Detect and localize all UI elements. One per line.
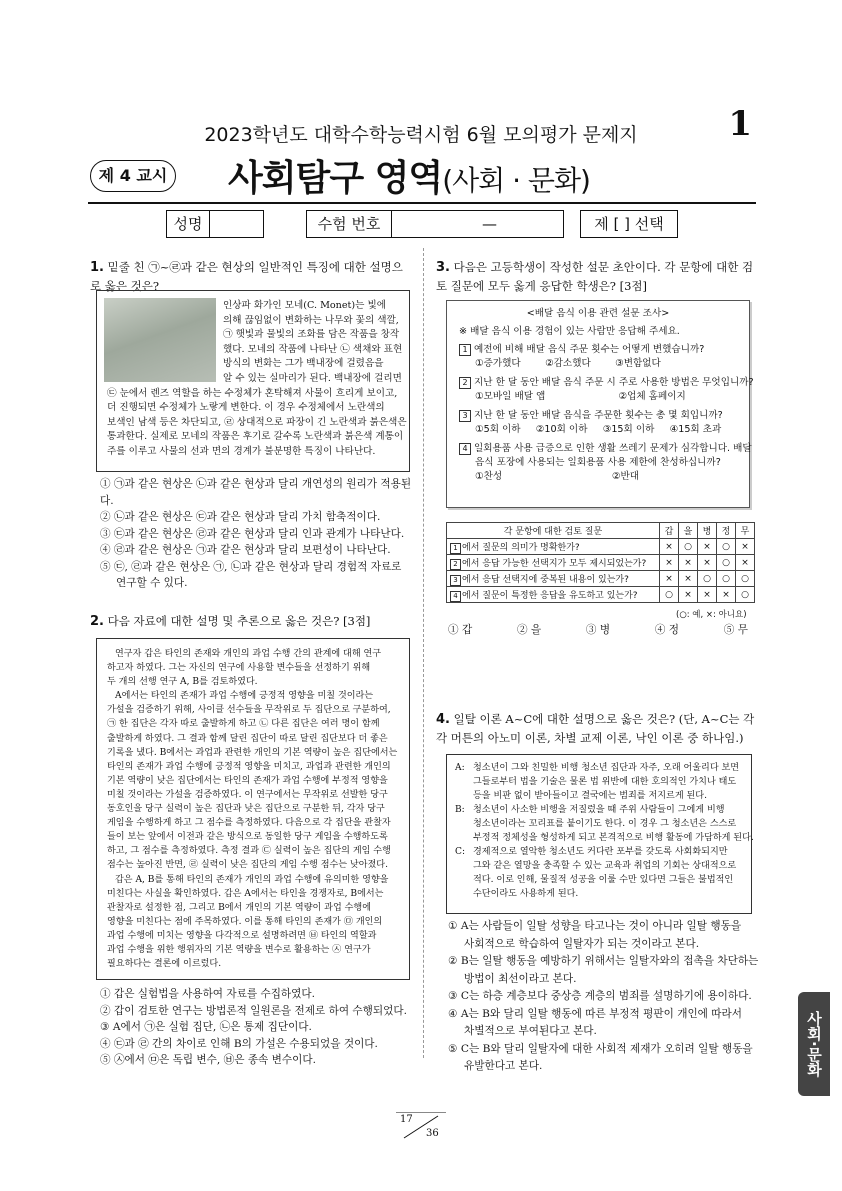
page-number: 1 xyxy=(728,104,752,144)
theory-text: 청소년이 그와 친밀한 비행 청소년 집단과 자주, 오래 어울리다 보면 xyxy=(473,763,740,773)
q4-passage-line xyxy=(455,789,743,803)
table-mark-cell: ○ xyxy=(679,539,698,555)
q4-passage-line xyxy=(455,887,743,901)
q2-text: 다음 자료에 대한 설명 및 추론으로 옳은 것은? [3점] xyxy=(107,614,371,628)
q4-passage-line xyxy=(455,803,743,817)
table-mark-cell: × xyxy=(736,539,755,555)
table-mark-cell: × xyxy=(736,555,755,571)
q1-passage-line: 방식의 변화는 그가 백내장에 걸렸음을 xyxy=(223,358,384,370)
table-row-label xyxy=(447,571,660,587)
q3-number: 3. xyxy=(436,260,450,275)
survey-items xyxy=(459,343,754,484)
q1-passage-line: ㉠ 햇빛과 물빛의 조화를 담은 작품을 창작 xyxy=(223,329,400,341)
q2-number: 2. xyxy=(90,614,104,629)
q2-choice[interactable]: ① 갑은 실험법을 사용하여 자료를 수집하였다. xyxy=(100,988,316,1000)
table-mark-cell: ○ xyxy=(717,571,736,587)
table-item-number: 1 xyxy=(450,543,461,554)
q2-passage-line: 출발하게 하였다. 그 결과 함께 달린 집단이 따로 달린 집단보다 더 좋은 xyxy=(107,733,388,744)
theory-key: C: xyxy=(455,847,466,857)
table-row xyxy=(447,587,755,603)
table-mark-cell: ○ xyxy=(717,539,736,555)
q4-passage-line xyxy=(455,831,754,845)
theory-text: 청소년이 사소한 비행을 저질렀을 때 주위 사람들이 그에게 비행 xyxy=(473,805,725,815)
table-mark-cell: × xyxy=(698,587,717,603)
table-row-label xyxy=(447,539,660,555)
q1-choices xyxy=(100,476,418,592)
q2-passage-line: 연구자 갑은 타인의 존재와 개인의 과업 수행 간의 관계에 대해 연구 xyxy=(115,649,382,659)
q2-passage-line: 관찰자로 설정한 점, 그리고 B에서 개인의 기본 역량이 과업 수행에 xyxy=(107,902,371,913)
table-legend: (○: 예, ×: 아니요) xyxy=(676,610,747,620)
survey-question xyxy=(459,376,754,390)
q3-choice[interactable]: ① 갑 xyxy=(448,624,473,636)
survey-item xyxy=(459,442,752,484)
table-mark-cell: ○ xyxy=(698,571,717,587)
table-mark-cell: ○ xyxy=(660,587,679,603)
subject-detail: (사회 · 문화) xyxy=(442,164,590,197)
q1-text: 밑줄 친 ㉠~㉣과 같은 현상의 일반적인 특징에 대한 설명으로 옳은 것은? xyxy=(90,260,403,293)
survey-options: ①모바일 배달 앱 ②업체 홈페이지 xyxy=(475,391,686,402)
theory-key: B: xyxy=(455,805,465,815)
q2-passage-line: 미칠 것이라는 가설을 검증하였다. 이 연구에서는 무작위로 선발한 당구 xyxy=(107,789,388,800)
q1-choice[interactable]: ④ ㉣과 같은 현상은 ㉠과 같은 현상과 달리 보편성이 나타난다. xyxy=(100,544,391,556)
q1-passage-line: 했다. 모네의 작품에 나타난 ㉡ 색채와 표현 xyxy=(223,343,403,355)
q4-passage-text xyxy=(455,761,754,901)
q1-passage-line: 인상파 화가인 모네(C. Monet)는 빛에 xyxy=(223,300,386,311)
q4-number: 4. xyxy=(436,712,450,727)
table-row xyxy=(447,555,755,571)
q4-choice[interactable]: ② B는 일탈 행동을 예방하기 위해서는 일탈자와의 접촉을 차단하는 xyxy=(448,955,759,967)
q4-choice[interactable]: ① A는 사람들이 일탈 성향을 타고나는 것이 아니라 일탈 행동을 xyxy=(448,920,742,932)
table-row-text: 에서 질문이 특정한 응답을 유도하고 있는가? xyxy=(462,590,638,601)
table-header-cell: 병 xyxy=(698,523,717,539)
theory-text: 수단이라도 사용하게 된다. xyxy=(473,889,579,899)
q4-stem xyxy=(436,710,758,748)
q2-passage-line: 기록을 냈다. B에서는 과업과 관련한 개인의 기본 역량이 높은 집단에서는 xyxy=(107,747,398,758)
q2-choice[interactable]: ④ ㉢과 ㉣ 간의 차이로 인해 B의 가설은 수용되었을 것이다. xyxy=(100,1037,378,1050)
survey-note: ※ 배달 음식 이용 경험이 있는 사람만 응답해 주세요. xyxy=(459,326,680,337)
table-mark-cell: ○ xyxy=(736,587,755,603)
q1-passage-line: 더 진행되면 수정체가 노랗게 변한다. 이 경우 수정체에서 노란색의 xyxy=(107,402,385,414)
survey-question-text: 지난 한 달 동안 배달 음식을 주문한 횟수는 총 몇 회입니까? xyxy=(474,410,723,421)
q4-choices xyxy=(448,918,760,1076)
table-mark-cell: × xyxy=(660,539,679,555)
q1-passage-line: 주를 이루고 사물의 선과 면의 경계가 불분명한 특징이 나타난다. xyxy=(107,445,376,457)
q2-choice[interactable]: ⑤ ㉦에서 ㉤은 독립 변수, ㉥은 종속 변수이다. xyxy=(100,1054,316,1066)
survey-item-number: 3 xyxy=(459,410,471,422)
q2-passage-line: 영향을 미친다는 점에 주목하였다. 이를 통해 타인의 존재가 ㉤ 개인의 xyxy=(107,916,383,927)
theory-key: A: xyxy=(455,763,465,773)
survey-options: ①증가했다 ②감소했다 ③변함없다 xyxy=(475,358,661,369)
theory-text: 부정적 정체성을 형성하게 되고 본격적으로 비행 활동에 가담하게 된다. xyxy=(473,833,754,843)
q1-passage-line: ㉢ 눈에서 렌즈 역할을 하는 수정체가 혼탁해져 사물이 흐리게 보이고, xyxy=(107,387,398,399)
q2-choice[interactable]: ② 갑이 검토한 연구는 방법론적 일원론을 전제로 하여 수행되었다. xyxy=(100,1004,407,1017)
q4-passage-line xyxy=(455,817,743,831)
q2-passage-line: 하고, 그 점수를 측정하였다. 측정 결과 ㉢ 실력이 높은 집단의 게임 수행 xyxy=(107,846,391,857)
subject-side-tab: 사회·문화 xyxy=(798,992,830,1096)
table-mark-cell: × xyxy=(679,587,698,603)
survey-item-number: 4 xyxy=(459,443,471,455)
theory-text: 그와 같은 열망을 충족할 수 있는 교육과 취업의 기회는 상대적으로 xyxy=(473,861,737,871)
table-item-number: 2 xyxy=(450,559,461,570)
table-item-number: 4 xyxy=(450,591,461,602)
q2-passage-line: 하고자 하였다. 그는 자신의 연구에 사용할 변수들을 선정하기 위해 xyxy=(107,663,371,674)
exam-number-field[interactable] xyxy=(306,210,564,238)
q2-passage xyxy=(96,638,410,980)
survey-item-number: 2 xyxy=(459,377,471,389)
q4-passage-line xyxy=(455,873,743,887)
q2-passage-line: 가설을 검증하기 위해, 사이클 선수들을 무작위로 두 집단으로 구분하여, xyxy=(107,705,391,716)
q4-passage-line xyxy=(455,845,743,859)
q4-text: 일탈 이론 A~C에 대한 설명으로 옳은 것은? (단, A~C는 각각 머튼의 아노미 이론, 차별 교제 이론, 낙인 이론 중 하나임.) xyxy=(436,712,755,745)
footer-page-number xyxy=(396,1112,446,1142)
q2-stem xyxy=(90,612,410,631)
survey-question xyxy=(459,343,737,357)
table-row-label xyxy=(447,587,660,603)
session-badge: 제 4 교시 xyxy=(90,160,176,192)
table-mark-cell: × xyxy=(698,555,717,571)
table-row-text: 에서 질문의 의미가 명확한가? xyxy=(462,542,580,553)
subject-title xyxy=(228,150,590,201)
q2-passage-line: 들이 보는 앞에서 이전과 같은 방식으로 동일한 당구 게임을 수행하도록 xyxy=(107,832,388,843)
survey-title: <배달 음식 이용 관련 설문 조사> xyxy=(526,308,670,319)
q2-passage-line: 게임을 수행하게 하고 그 점수를 측정하였다. 다음으로 각 집단을 관찰자 xyxy=(107,818,391,829)
q3-text: 다음은 고등학생이 작성한 설문 초안이다. 각 문항에 대한 검토 질문에 모두 옳게 응답한 학생은? [3점] xyxy=(436,260,754,293)
survey-question xyxy=(459,409,737,423)
q4-choice-cont[interactable]: 유발한다고 본다. xyxy=(464,1060,543,1072)
q1-choice[interactable]: ③ ㉢과 같은 현상은 ㉣과 같은 현상과 달리 인과 관계가 나타난다. xyxy=(100,527,405,540)
q2-choices xyxy=(100,986,418,1069)
subject-name: 사회탐구 영역 xyxy=(228,158,443,199)
table-mark-cell: ○ xyxy=(736,571,755,587)
q1-choice[interactable]: ① ㉠과 같은 현상은 ㉡과 같은 현상과 달리 개연성의 원리가 적용된다. xyxy=(100,478,412,507)
q2-passage-line: 과업 수행을 위한 행위자의 기본 역량을 변수로 활용하는 ㉦ 연구가 xyxy=(107,944,371,955)
table-mark-cell: × xyxy=(660,571,679,587)
q4-choice[interactable]: ③ C는 하층 계층보다 중상층 계층의 범죄를 설명하기에 용이하다. xyxy=(448,990,752,1002)
theory-text: 청소년이라는 꼬리표를 붙이기도 한다. 이 경우 그 청소년은 스스로 xyxy=(473,819,737,829)
table-mark-cell: ○ xyxy=(717,555,736,571)
exam-number-dash: — xyxy=(482,215,497,233)
header-rule xyxy=(88,202,756,204)
q4-choice[interactable]: ⑤ C는 B와 달리 일탈자에 대한 사회적 제재가 오히려 일탈 행동을 xyxy=(448,1042,753,1055)
survey-item xyxy=(459,409,737,437)
q3-choices xyxy=(448,622,748,639)
selection-field[interactable]: 제 [ ] 선택 xyxy=(580,210,678,238)
q2-passage-line: 타인의 존재가 과업 수행에 긍정적 영향을 미치고, 과업과 관련한 개인의 xyxy=(107,761,391,772)
table-header-cell: 을 xyxy=(679,523,698,539)
q4-choice[interactable]: ④ A는 B와 달리 일탈 행동에 따른 부정적 평판이 개인에 따라서 xyxy=(448,1007,742,1020)
exam-title: 2023학년도 대학수학능력시험 6월 모의평가 문제지 xyxy=(204,124,638,146)
table-mark-cell: × xyxy=(679,555,698,571)
q2-passage-line: 필요하다는 결론에 이르렀다. xyxy=(107,959,222,970)
q4-passage-line xyxy=(455,775,743,789)
q3-choice[interactable]: ④ 정 xyxy=(654,624,680,636)
q2-choice[interactable]: ③ A에서 ㉠은 실험 집단, ㉡은 통제 집단이다. xyxy=(100,1021,312,1033)
survey-item-number: 1 xyxy=(459,344,471,356)
survey-question-text: 지난 한 달 동안 배달 음식 주문 시 주로 사용한 방법은 무엇입니까? xyxy=(474,377,754,388)
q2-passage-line: 미친다는 사실을 확인하였다. 갑은 A에서는 타인을 경쟁자로, B에서는 xyxy=(107,888,384,899)
column-divider xyxy=(423,248,424,1058)
q1-number: 1. xyxy=(90,260,104,275)
survey-draft xyxy=(446,300,754,508)
q2-passage-line: 기본 역량이 낮은 집단에서는 타인의 존재가 과업 수행에 부정적 영향을 xyxy=(107,775,388,786)
table-item-number: 3 xyxy=(450,575,461,586)
survey-question-cont: 음식 포장에 사용되는 일회용품 사용 제한에 찬성하십니까? xyxy=(475,457,721,468)
table-mark-cell: × xyxy=(660,555,679,571)
footer-current: 17 xyxy=(400,1114,413,1125)
survey-question-text: 예전에 비해 배달 음식 주문 횟수는 어떻게 변했습니까? xyxy=(474,344,705,355)
theory-text: 적다. 이로 인해, 물질적 성공을 이룰 수만 있다면 그들은 불법적인 xyxy=(473,875,734,885)
survey-options: ①5회 이하 ②10회 이하 ③15회 이하 ④15회 초과 xyxy=(475,424,722,435)
table-row-text: 에서 응답 선택지에 중복된 내용이 있는가? xyxy=(462,574,629,585)
table-header-cell: 무 xyxy=(736,523,755,539)
table-row-text: 에서 응답 가능한 선택지가 모두 제시되었는가? xyxy=(462,558,647,569)
theory-text: 등을 비판 없이 받아들이고 결국에는 범죄를 저지르게 된다. xyxy=(473,791,707,801)
theory-text: 경제적으로 열악한 청소년도 커다란 포부를 갖도록 사회화되지만 xyxy=(473,847,728,857)
table-header-cell: 각 문항에 대한 검토 질문 xyxy=(447,523,660,539)
q4-passage-line xyxy=(455,761,743,775)
footer-total: 36 xyxy=(426,1128,439,1139)
name-field[interactable] xyxy=(166,210,264,238)
name-label: 성명 xyxy=(167,211,210,237)
q4-passage-line xyxy=(455,859,743,873)
survey-item xyxy=(459,376,754,404)
survey-options: ①찬성 ②반대 xyxy=(475,471,640,482)
q1-choice-cont[interactable]: 연구할 수 있다. xyxy=(116,577,188,589)
q3-choice[interactable]: ② 을 xyxy=(516,624,542,636)
q4-choice-cont[interactable]: 사회적으로 학습하여 일탈자가 되는 것이라고 본다. xyxy=(464,937,700,950)
survey-question xyxy=(459,442,752,456)
q1-passage-line: 의해 끊임없이 변화하는 나무와 꽃의 색깔, xyxy=(223,314,399,326)
q3-choice[interactable]: ③ 병 xyxy=(585,624,611,636)
table-row-label xyxy=(447,555,660,571)
q1-passage-line: 알 수 있는 실마리가 된다. 백내장에 걸리면 xyxy=(223,372,402,384)
table-mark-cell: × xyxy=(698,539,717,555)
exam-number-label: 수험 번호 xyxy=(307,211,392,237)
table-header-cell: 정 xyxy=(717,523,736,539)
table-mark-cell: × xyxy=(679,571,698,587)
q1-passage-line: 보색인 남색 등은 차단되고, ㉣ 상대적으로 파장이 긴 노란색과 붉은색은 xyxy=(107,416,407,428)
q1-choice[interactable]: ⑤ ㉢, ㉣과 같은 현상은 ㉠, ㉡과 같은 현상과 달리 경험적 자료로 xyxy=(100,560,402,573)
water-lily-painting xyxy=(104,298,216,382)
q2-passage-line: 두 개의 선행 연구 A, B를 검토하였다. xyxy=(107,677,258,688)
table-row xyxy=(447,571,755,587)
review-table-wrap xyxy=(446,522,755,603)
table-header-row xyxy=(447,523,755,539)
q2-passage-line: 점수는 높아진 반면, ㉣ 실력이 낮은 집단의 게임 수행 점수는 낮아졌다. xyxy=(107,860,388,871)
survey-question-text: 일회용품 사용 급증으로 인한 생활 쓰레기 문제가 심각합니다. 배달 xyxy=(474,443,752,454)
q4-passage xyxy=(446,754,752,914)
q1-choice[interactable]: ② ㉡과 같은 현상은 ㉢과 같은 현상과 달리 가치 함축적이다. xyxy=(100,511,381,523)
q1-passage-line: 통과한다. 실제로 모네의 작품은 후기로 갈수록 노란색과 붉은색 계통이 xyxy=(107,431,404,443)
q3-stem xyxy=(436,258,758,296)
q3-choice[interactable]: ⑤ 무 xyxy=(723,624,748,636)
table-mark-cell: × xyxy=(717,587,736,603)
theory-text: 그들로부터 법을 기술은 물론 법 위반에 대한 호의적인 가치나 태도 xyxy=(473,777,737,787)
q4-choice-cont[interactable]: 차별적으로 부여된다고 본다. xyxy=(464,1025,597,1037)
q2-passage-line: 갑은 A, B를 통해 타인의 존재가 개인의 과업 수행에 유의미한 영향을 xyxy=(115,874,389,885)
q4-choice-cont[interactable]: 방법이 최선이라고 본다. xyxy=(464,972,577,985)
survey-item xyxy=(459,343,737,371)
q2-passage-line: A에서는 타인의 존재가 과업 수행에 긍정적 영향을 미칠 것이라는 xyxy=(115,691,374,702)
q2-passage-text xyxy=(107,647,399,971)
review-table xyxy=(446,522,755,603)
q2-passage-line: ㉠ 한 집단은 각자 따로 출발하게 하고 ㉡ 다른 집단은 여러 명이 함께 xyxy=(107,719,380,730)
table-header-cell: 갑 xyxy=(660,523,679,539)
table-row xyxy=(447,539,755,555)
q2-passage-line: 동호인을 당구 실력이 높은 집단과 낮은 집단으로 구분한 뒤, 각자 당구 xyxy=(107,804,385,815)
q2-passage-line: 과업 수행에 미치는 영향을 다각적으로 설명하려면 ㉥ 타인의 역할과 xyxy=(107,930,377,941)
